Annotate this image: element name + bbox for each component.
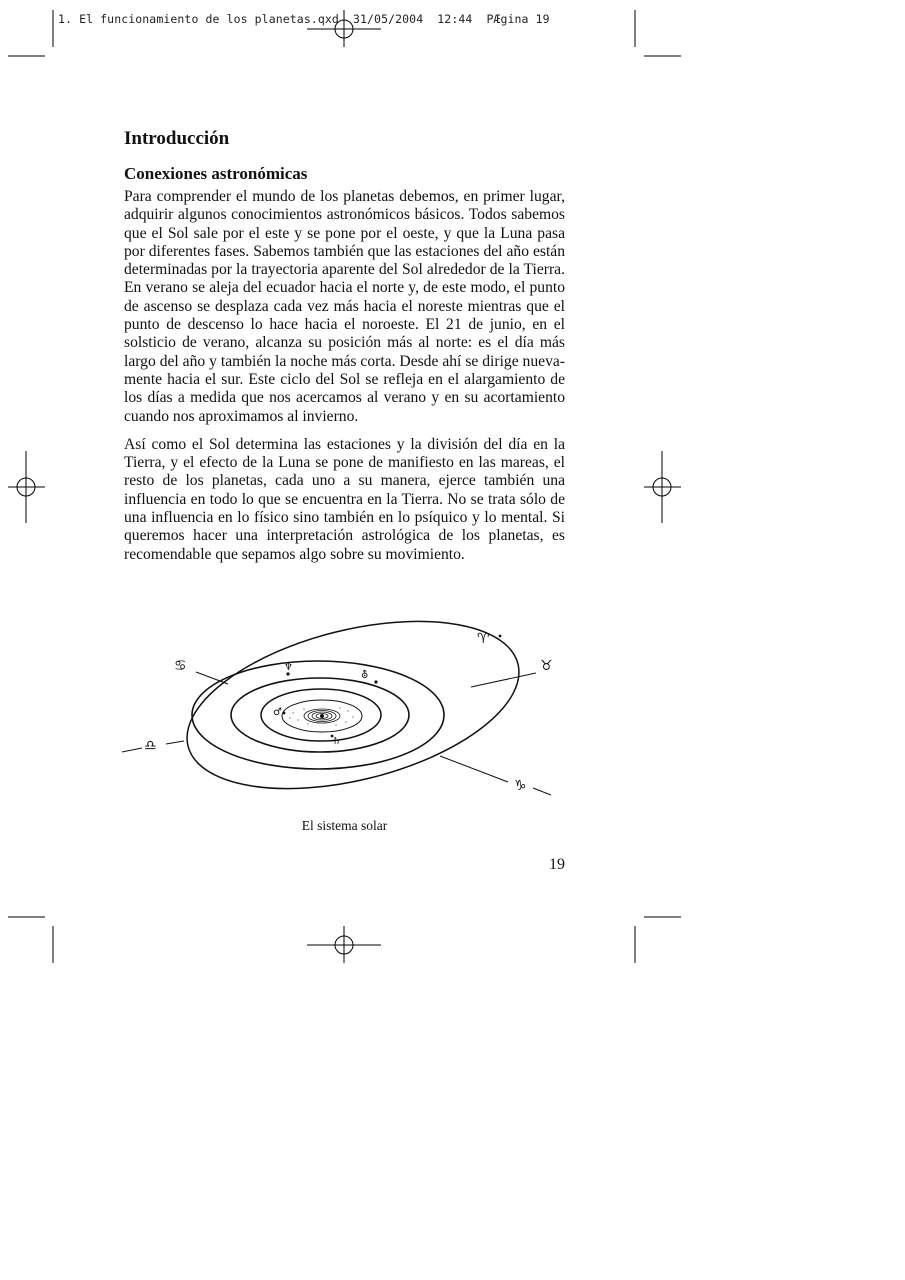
planet-dot: [283, 712, 286, 715]
page-content: [124, 126, 565, 564]
chapter-title: Introducción: [124, 128, 230, 149]
print-slug-line: 1. El funcionamiento de los planetas.qxd 31/05/2004 12:44 PÆgina 19: [58, 12, 550, 26]
section-title: Conexiones astronómicas: [124, 164, 308, 183]
sun-icon: [320, 714, 324, 718]
uranus-icon: ⛢: [361, 670, 369, 681]
planet-dot: [374, 680, 377, 683]
solar-system-illustration: [118, 610, 568, 805]
body-paragraph-2: Así como el Sol determina las estaciones y la división del día en la Tierra, y el efecto de la Luna se pone de manifiesto en las mareas, el resto de los planetas, cada uno a su manera, ejerce también una influencia en todo lo que se encuentra en la Tierra. No se trata sólo de una influencia en lo físico sino también en lo psíquico y lo mental. Si queremos hacer una interpretación astrológica de los planetas, es recomendable que sepamos algo sobre su movimiento.: [124, 435, 565, 563]
planet-dot: [499, 635, 502, 638]
page-number: 19: [549, 856, 565, 873]
axis-capricorn: [440, 756, 508, 782]
axis-cancer: [196, 672, 228, 684]
saturn-icon: ♄: [332, 736, 341, 747]
body-paragraph-1: Para comprender el mundo de los planetas debemos, en primer lugar, adquirir algunos conocimientos astronómicos básicos. Todos sabemos que el Sol sale por el este y se pone por el oeste, y que la Luna pasa por diferentes fases. Sabemos también que las estaciones del año están determinadas por la trayectoria aparente del Sol alrededor de la Tierra. En verano se aleja del ecuador hacia el norte y, de este modo, el punto de ascenso se desplaza cada vez más hacia el noreste mientras que el punto de descenso lo hace hacia el noroeste. El 21 de junio, en el solsticio de verano, alcanza su posición más al norte: es el día más largo del año y también la noche más corta. Desde ahí se dirige nuevamente hacia el sur. Este ciclo del Sol se refleja en el alargamiento de los días a medida que nos acercamos al verano y en su acortamiento cuando nos aproximamos al invierno.: [124, 188, 565, 425]
taurus-icon: ♉: [540, 658, 553, 674]
axis-libra: [122, 748, 142, 752]
cancer-icon: ♋: [174, 658, 187, 674]
libra-icon: ♎: [144, 738, 157, 754]
orbit-4: [192, 661, 444, 769]
capricorn-icon: ♑: [514, 778, 527, 794]
axis-capricorn-outer: [533, 788, 551, 795]
aries-icon: ♈: [477, 631, 490, 647]
neptune-icon: ♆: [284, 662, 293, 673]
axis-libra-inner: [166, 741, 184, 744]
axis-taurus: [471, 673, 536, 687]
figure-caption: El sistema solar: [301, 818, 388, 833]
mars-icon: ♂: [273, 707, 282, 718]
